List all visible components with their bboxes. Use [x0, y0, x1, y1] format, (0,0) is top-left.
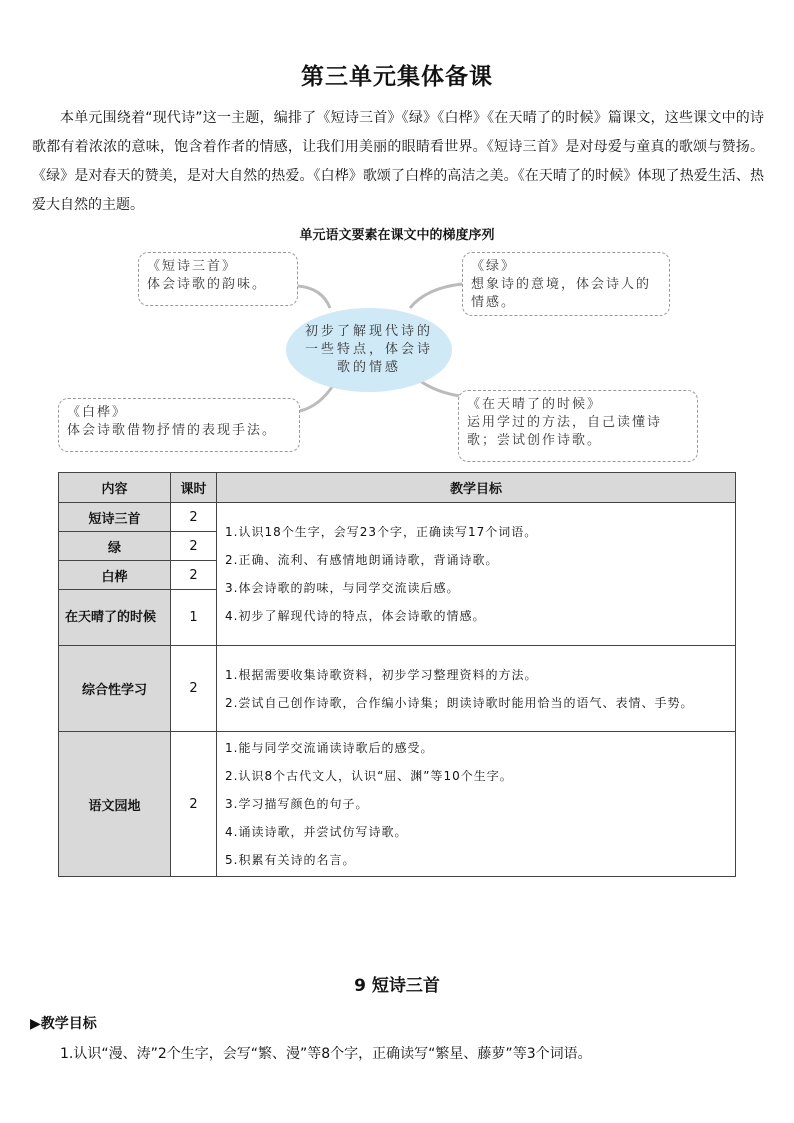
goal-item: 1.能与同学交流诵读诗歌后的感受。 — [225, 741, 434, 755]
node-short-poems — [138, 252, 298, 306]
row-content: 综合性学习 — [59, 646, 171, 732]
goal-item: 3.体会诗歌的韵味，与同学交流读后感。 — [225, 581, 460, 595]
node-white-birch — [58, 398, 300, 452]
goal-item: 1.认识18个生字，会写23个字，正确读写17个词语。 — [225, 525, 538, 539]
intro-paragraph: 本单元围绕着“现代诗”这一主题，编排了《短诗三首》《绿》《白桦》《在天晴了的时候》篇课文，这些课文中的诗歌都有着浓浓的意味，饱含着作者的情感，让我们用美丽的眼睛看世界。《短诗三首》是对母爱与童真的歌颂与赞扬。《绿》是对春天的赞美，是对大自然的热爱。《白桦》歌颂了白桦的高洁之美。《在天晴了的时候》体现了热爱生活、热爱大自然的主题。 — [32, 110, 764, 213]
goal-item: 2.正确、流利、有感情地朗诵诗歌，背诵诗歌。 — [225, 553, 499, 567]
goal-item: 1.根据需要收集诗歌资料，初步学习整理资料的方法。 — [225, 667, 538, 682]
lesson-heading: 9 短诗三首 — [354, 976, 440, 996]
node-green — [462, 252, 670, 316]
node-title: 《短诗三首》 — [147, 259, 238, 274]
goal-item: 2.认识8个古代文人，认识“屈、渊”等10个生字。 — [225, 769, 513, 783]
diagram-title: 单元语文要素在课文中的梯度序列 — [299, 228, 495, 243]
node-text: 体会诗歌的韵味。 — [147, 277, 268, 292]
node-text: 想象诗的意境，体会诗人的情感。 — [471, 277, 652, 310]
row-content: 绿 — [59, 532, 171, 561]
node-text: 运用学过的方法，自己读懂诗歌；尝试创作诗歌。 — [467, 415, 663, 448]
header-goals: 教学目标 — [217, 473, 736, 503]
row-hours: 2 — [171, 532, 217, 561]
row-content: 语文园地 — [59, 732, 171, 877]
node-title: 《白桦》 — [67, 405, 128, 420]
unit-plan-table — [58, 472, 736, 877]
node-text: 体会诗歌借物抒情的表现手法。 — [67, 423, 278, 438]
row-hours: 2 — [171, 732, 217, 877]
row-hours: 2 — [171, 503, 217, 532]
goals-poems — [217, 503, 736, 646]
center-topic: 初步了解现代诗的一些特点，体会诗歌的情感 — [286, 308, 452, 392]
goal-item: 4.诵读诗歌，并尝试仿写诗歌。 — [225, 825, 408, 839]
goals-garden — [217, 732, 736, 877]
concept-map — [50, 246, 750, 468]
row-content: 在天晴了的时候 — [59, 590, 171, 646]
header-content: 内容 — [59, 473, 171, 503]
goal-item: 4.初步了解现代诗的特点，体会诗歌的情感。 — [225, 609, 486, 623]
node-title: 《在天晴了的时候》 — [467, 397, 603, 412]
goal-item: 2.尝试自己创作诗歌，合作编小诗集；朗读诗歌时能用恰当的语气、表情、手势。 — [225, 695, 694, 710]
row-hours: 1 — [171, 590, 217, 646]
row-content: 白桦 — [59, 561, 171, 590]
goals-study — [217, 646, 736, 732]
row-hours: 2 — [171, 646, 217, 732]
goal-item: 3.学习描写颜色的句子。 — [225, 797, 369, 811]
objectives-label: ▶教学目标 — [30, 1016, 97, 1032]
row-content: 短诗三首 — [59, 503, 171, 532]
header-hours: 课时 — [171, 473, 217, 503]
objective-item: 1.认识“漫、涛”2个生字，会写“繁、漫”等8个字，正确读写“繁星、藤萝”等3个词语。 — [60, 1046, 592, 1062]
goal-item: 5.积累有关诗的名言。 — [225, 853, 356, 867]
row-hours: 2 — [171, 561, 217, 590]
node-title: 《绿》 — [471, 259, 517, 274]
page-title: 第三单元集体备课 — [301, 64, 493, 90]
node-sunny-day — [458, 390, 698, 462]
